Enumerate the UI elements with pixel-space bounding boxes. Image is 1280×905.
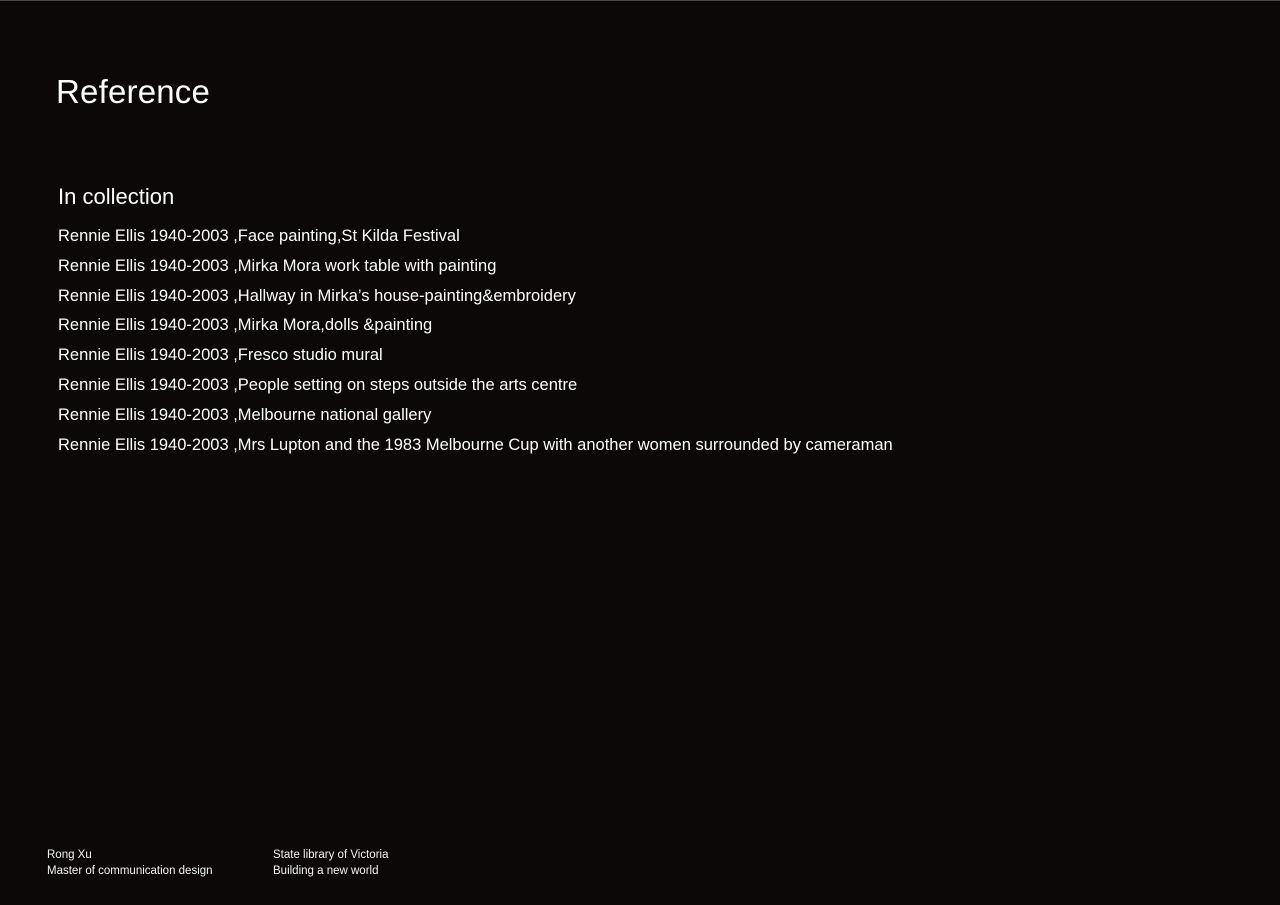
reference-item: Rennie Ellis 1940-2003 ,Mirka Mora work table with painting: [58, 256, 497, 275]
page-title: Reference: [56, 73, 211, 110]
reference-item: Rennie Ellis 1940-2003 ,Melbourne national gallery: [58, 405, 432, 424]
reference-list: [58, 222, 893, 460]
reference-item: Rennie Ellis 1940-2003 ,Mirka Mora,dolls &painting: [58, 316, 433, 335]
footer-program: Master of communication design: [47, 864, 213, 877]
reference-item: Rennie Ellis 1940-2003 ,Hallway in Mirka’s house-painting&embroidery: [58, 286, 576, 305]
reference-item: Rennie Ellis 1940-2003 ,Face painting,St Kilda Festival: [58, 227, 460, 245]
reference-item: Rennie Ellis 1940-2003 ,Fresco studio mural: [58, 346, 383, 365]
top-divider: [0, 0, 1280, 1]
footer-institution: State library of Victoria: [273, 849, 389, 861]
reference-item: Rennie Ellis 1940-2003 ,People setting on steps outside the arts centre: [58, 375, 578, 394]
footer-project-block: [273, 848, 388, 879]
footer-project: Building a new world: [273, 864, 379, 877]
reference-item: Rennie Ellis 1940-2003 ,Mrs Lupton and the 1983 Melbourne Cup with another women surrounded by cameraman: [58, 435, 893, 454]
footer-author: Rong Xu: [47, 849, 92, 861]
footer-author-block: [47, 848, 213, 879]
section-heading: In collection: [58, 184, 175, 209]
